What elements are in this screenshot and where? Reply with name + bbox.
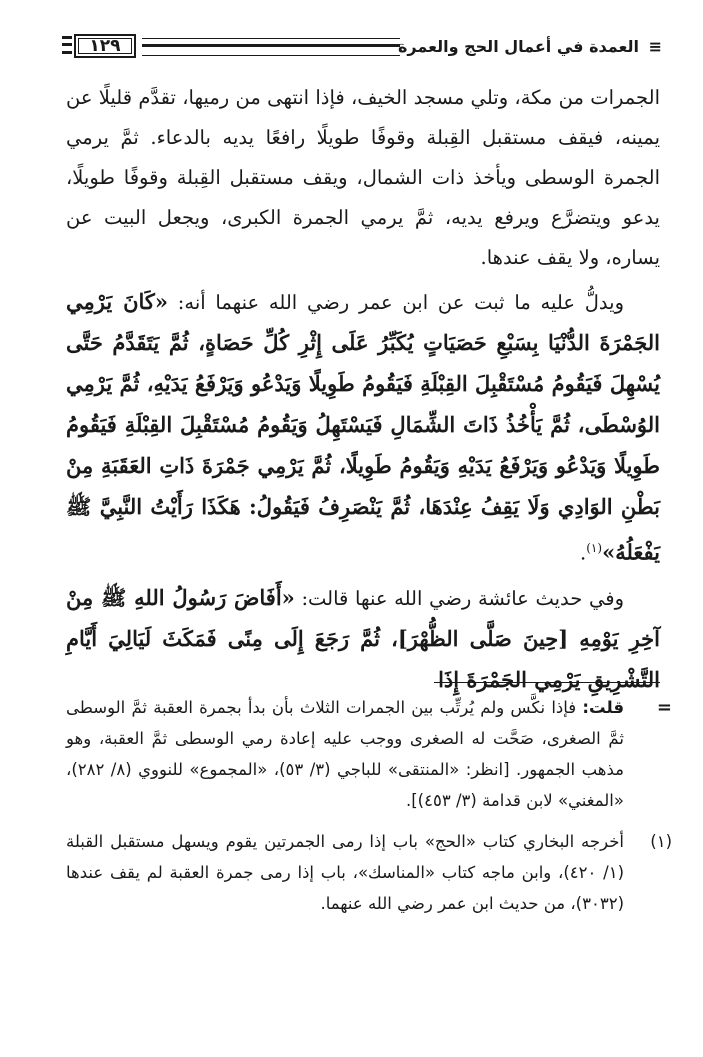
paragraph-2-intro: ويدلُّ عليه ما ثبت عن ابن عمر رضي الله عنهما أنه: bbox=[168, 291, 624, 314]
running-header bbox=[62, 34, 662, 64]
hadith-ibn-umar: «كَانَ يَرْمِي الجَمْرَةَ الدُّنْيَا بِسَبْعِ حَصَيَاتٍ يُكَبِّرُ عَلَى إِثْرِ كُلِّ حَصَاةٍ، ثُمَّ يَتَقَدَّمُ حَتَّى يُسْهِلَ فَيَقُومُ مُسْتَقْبِلَ القِبْلَةِ فَيَقُومُ طَوِيلًا وَيَدْعُو وَيَرْفَعُ يَدَيْهِ، ثُمَّ يَرْمِي الوُسْطَى، ثُمَّ يَأْخُذُ ذَاتَ الشِّمَالِ فَيَسْتَهِلُ وَيَقُومُ مُسْتَقْبِلَ القِبْلَةِ فَيَقُومُ طَوِيلًا وَيَدْعُو وَيَرْفَعُ يَدَيْهِ وَيَقُومُ طَوِيلًا، ثُمَّ يَرْمِي جَمْرَةَ ذَاتِ العَقَبَةِ مِنْ بَطْنِ الوَادِي وَلَا يَقِفُ عِنْدَهَا، ثُمَّ يَنْصَرِفُ فَيَقُولُ: هَكَذَا رَأَيْتُ النَّبِيَّ ﷺ يَفْعَلُهُ» bbox=[66, 289, 660, 565]
footnote-label: قلت: bbox=[582, 698, 624, 717]
header-end-mark bbox=[62, 36, 72, 54]
footnotes bbox=[66, 692, 680, 919]
paragraph-2: ويدلُّ عليه ما ثبت عن ابن عمر رضي الله عنهما أنه: «كَانَ يَرْمِي الجَمْرَةَ الدُّنْيَا بِسَبْعِ حَصَيَاتٍ يُكَبِّرُ عَلَى إِثْرِ كُلِّ حَصَاةٍ، ثُمَّ يَتَقَدَّمُ حَتَّى يُسْهِلَ فَيَقُومُ مُسْتَقْبِلَ القِبْلَةِ فَيَقُومُ طَوِيلًا وَيَدْعُو وَيَرْفَعُ يَدَيْهِ، ثُمَّ يَرْمِي الوُسْطَى، ثُمَّ يَأْخُذُ ذَاتَ الشِّمَالِ فَيَسْتَهِلُ وَيَقُومُ مُسْتَقْبِلَ القِبْلَةِ فَيَقُومُ طَوِيلًا وَيَدْعُو وَيَرْفَعُ يَدَيْهِ وَيَقُومُ طَوِيلًا، ثُمَّ يَرْمِي جَمْرَةَ ذَاتِ العَقَبَةِ مِنْ بَطْنِ الوَادِي وَلَا يَقِفُ عِنْدَهَا، ثُمَّ يَنْصَرِفُ فَيَقُولُ: هَكَذَا رَأَيْتُ النَّبِيَّ ﷺ يَفْعَلُهُ»$^{(١)}$. bbox=[66, 289, 660, 565]
header-rule bbox=[142, 44, 400, 56]
footnote-separator bbox=[434, 682, 660, 683]
footnote-ref-1[interactable]: (١) bbox=[586, 541, 603, 555]
book-title-text: العمدة في أعمال الحج والعمرة bbox=[397, 37, 640, 56]
footnote-1-marker: (١) bbox=[650, 832, 672, 851]
footnote-1-text: أخرجه البخاري كتاب «الحج» باب إذا رمى الجمرتين يقوم ويسهل مستقبل القبلة (١/ ٤٢٠)، وابن ماجه كتاب «المناسك»، باب إذا رمى جمرة العقبة لم يقف عندها (٣٠٣٢)، من حديث ابن عمر رضي الله عنهما. bbox=[66, 832, 624, 913]
hadith-aisha: «أَفَاضَ رَسُولُ اللهِ ﷺ مِنْ آخِرِ يَوْمِهِ [حِينَ صَلَّى الظُّهْرَ]، ثُمَّ رَجَعَ إِلَى مِنًى فَمَكَثَ لَيَالِيَ أَيَّامِ التَّشْرِيقِ يَرْمِي الجَمْرَةَ إِذَا bbox=[66, 584, 660, 692]
header-mark: ≡ bbox=[648, 37, 662, 56]
paragraph-1: الجمرات من مكة، وتلي مسجد الخيف، فإذا انتهى من رميها، تقدَّم قليلًا عن يمينه، فيقف مستقبل القِبلة وقوفًا طويلًا رافعًا يديه بالدعاء. ثمَّ يرمي الجمرة الوسطى ويأخذ ذات الشمال، ويقف مستقبل القِبلة وقوفًا طويلًا، يدعو ويتضرَّع ويرفع يديه، ثمَّ يرمي الجمرة الكبرى، ويجعل البيت عن يساره، ولا يقف عندها. bbox=[66, 86, 660, 269]
footnote-continued-marker: = bbox=[656, 697, 672, 718]
footnote-continued-text: فإذا نكَّس ولم يُرتِّب بين الجمرات الثلاث بأن بدأ بجمرة العقبة ثمَّ الوسطى ثمَّ الصغرى، صَحَّت له الصغرى ووجب عليه إعادة رمي الوسطى ثمَّ العقبة، وهو مذهب الجمهور. [انظر: «المنتقى» للباجي (٣/ ٥٣)، «المجموع» للنووي (٨/ ٢٨٢)، «المغني» لابن قدامة (٣/ ٤٥٣)]. bbox=[66, 698, 624, 810]
main-text bbox=[66, 78, 660, 701]
book-title bbox=[398, 34, 662, 60]
page-number: ١٢٩ bbox=[74, 34, 136, 58]
footnote-continued bbox=[66, 692, 680, 816]
footnote-1 bbox=[66, 826, 680, 919]
header-rule-thin bbox=[142, 38, 400, 39]
paragraph-3-intro: وفي حديث عائشة رضي الله عنها قالت: bbox=[294, 586, 625, 610]
